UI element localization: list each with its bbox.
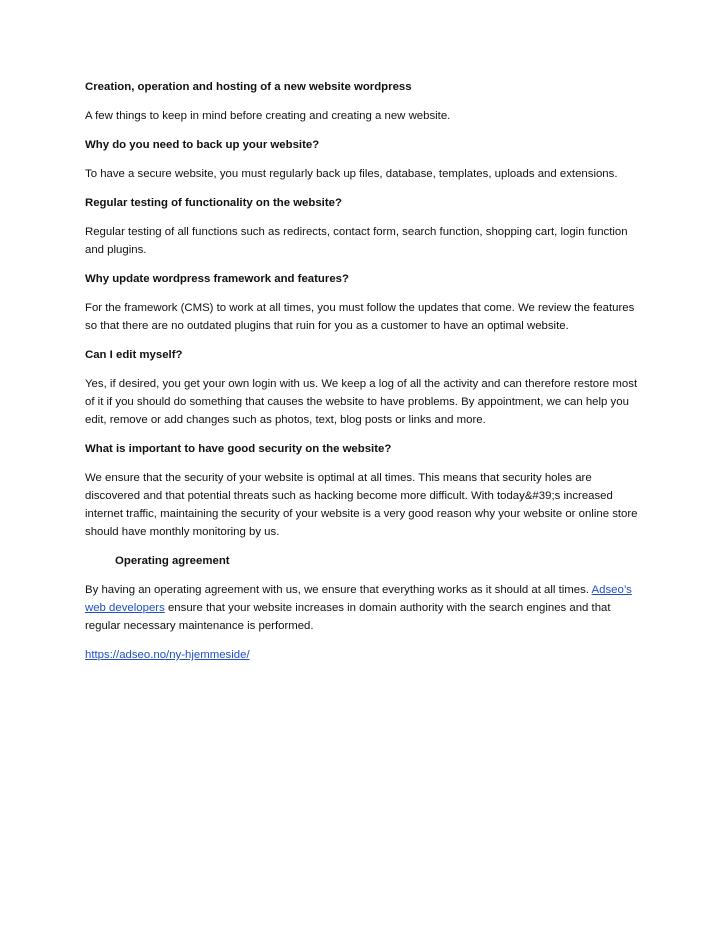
adseo-web-developers-link[interactable]: Adseo’s web developers <box>85 584 632 614</box>
agreement-paragraph <box>85 581 645 635</box>
adseo-url-link[interactable]: https://adseo.no/ny-hjemmeside/ <box>85 649 250 661</box>
document-page <box>85 78 645 664</box>
agreement-heading: Operating agreement <box>115 555 230 567</box>
section-heading-updates: Why update wordpress framework and features? <box>85 273 349 285</box>
agreement-text-before: By having an operating agreement with us, we ensure that everything works as it should at all times. <box>85 584 592 596</box>
section-heading-testing: Regular testing of functionality on the website? <box>85 197 342 209</box>
document-title: Creation, operation and hosting of a new website wordpress <box>85 81 412 93</box>
section-body-security: We ensure that the security of your website is optimal at all times. This means that security holes are discovered and that potential threats such as hacking become more difficult. With today&#39;s increased internet traffic, maintaining the security of your website is a very good reason why your website or online store should have monthly monitoring by us. <box>85 472 638 538</box>
section-body-backup: To have a secure website, you must regularly back up files, database, templates, uploads and extensions. <box>85 168 618 180</box>
agreement-text-after: ensure that your website increases in domain authority with the search engines and that regular necessary maintenance is performed. <box>85 602 611 632</box>
section-body-testing: Regular testing of all functions such as redirects, contact form, search function, shopping cart, login function and plugins. <box>85 226 628 256</box>
section-body-updates: For the framework (CMS) to work at all times, you must follow the updates that come. We review the features so that there are no outdated plugins that ruin for you as a customer to have an optimal website. <box>85 302 635 332</box>
footer-link-paragraph <box>85 646 645 664</box>
intro-paragraph: A few things to keep in mind before creating and creating a new website. <box>85 110 451 122</box>
section-heading-edit: Can I edit myself? <box>85 349 183 361</box>
section-heading-backup: Why do you need to back up your website? <box>85 139 320 151</box>
section-body-edit: Yes, if desired, you get your own login with us. We keep a log of all the activity and can therefore restore most of it if you should do something that causes the website to have problems. By appointment, we can help you edit, remove or add changes such as photos, text, blog posts or links and more. <box>85 378 638 426</box>
section-heading-security: What is important to have good security on the website? <box>85 443 392 455</box>
